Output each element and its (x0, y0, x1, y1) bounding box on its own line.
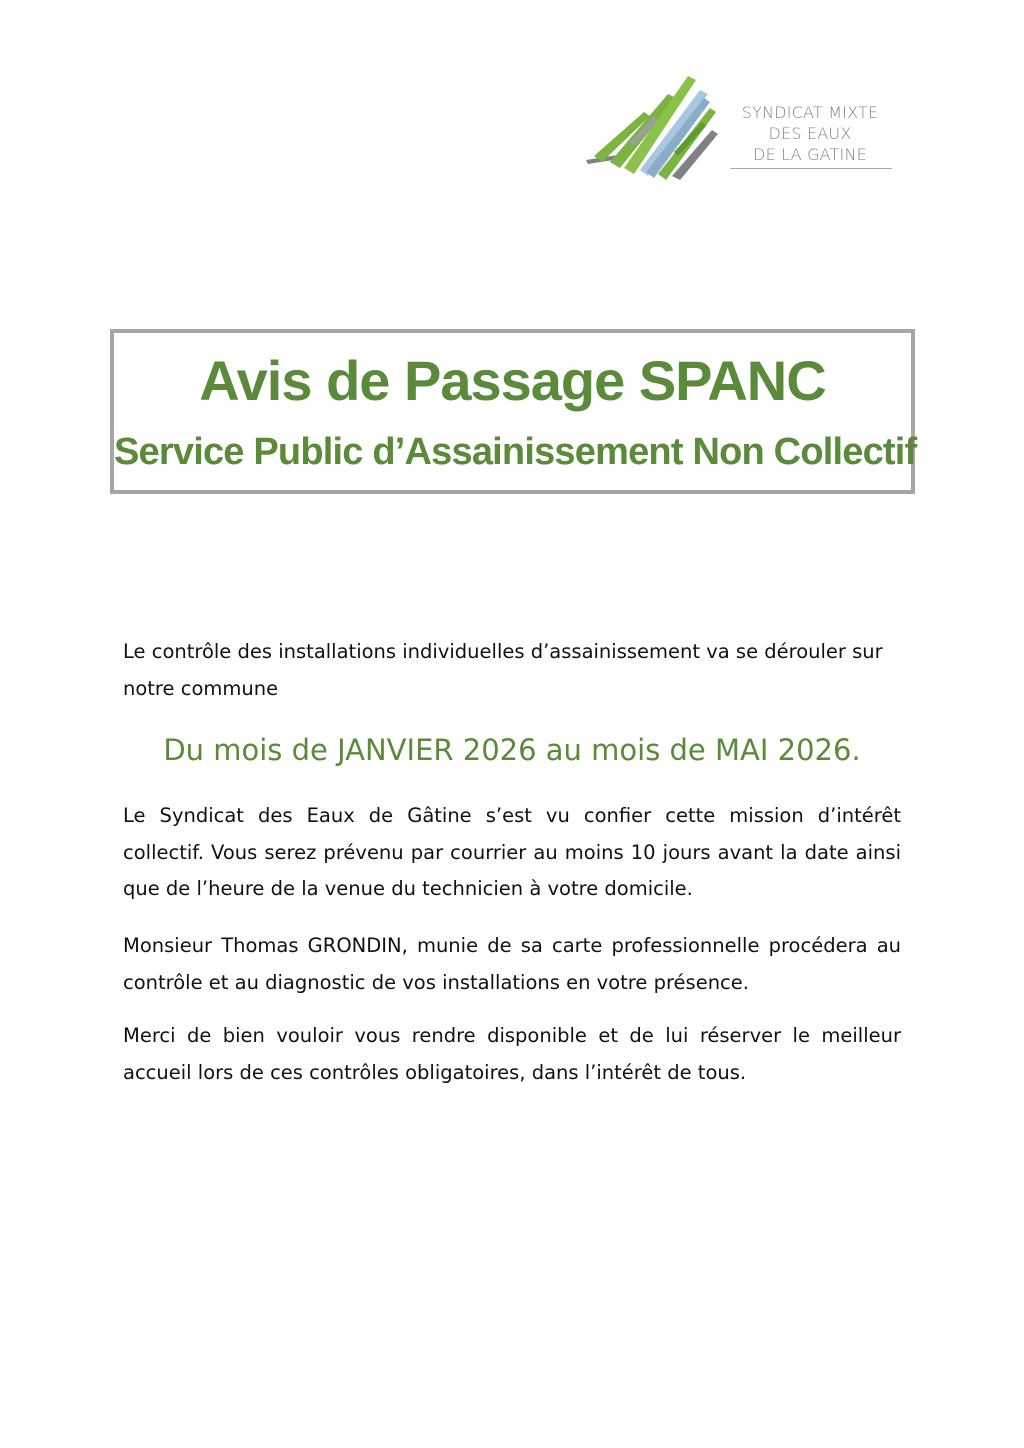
technician-paragraph: Monsieur Thomas GRONDIN, munie de sa carte professionnelle procédera au contrôle et au diagnostic de vos installations en votre présence. (123, 934, 901, 994)
intro-paragraph: Le contrôle des installations individuelles d’assainissement va se dérouler sur notre commune (123, 640, 883, 700)
date-range: Du mois de JANVIER 2026 au mois de MAI 2026. (163, 733, 861, 767)
logo-line-3: DE LA GATINE (753, 145, 867, 164)
logo-divider (730, 168, 892, 169)
logo-line-1: SYNDICAT MIXTE (741, 103, 879, 122)
page-title: Avis de Passage SPANC (199, 349, 826, 412)
logo-line-2: DES EAUX (768, 124, 852, 143)
organization-logo (584, 72, 894, 182)
reeds-logo-icon (584, 72, 719, 182)
closing-paragraph: Merci de bien vouloir vous rendre disponible et de lui réserver le meilleur accueil lors de ces contrôles obligatoires, dans l’intérêt de tous. (123, 1024, 901, 1084)
logo-text (728, 102, 892, 165)
mission-paragraph: Le Syndicat des Eaux de Gâtine s’est vu confier cette mission d’intérêt collectif. Vous serez prévenu par courrier au moins 10 jours avant la date ainsi que de l’heure de la venue du technicien à votre domicile. (123, 804, 901, 900)
page-subtitle: Service Public d’Assainissement Non Collectif (114, 431, 917, 473)
title-frame (110, 329, 915, 494)
